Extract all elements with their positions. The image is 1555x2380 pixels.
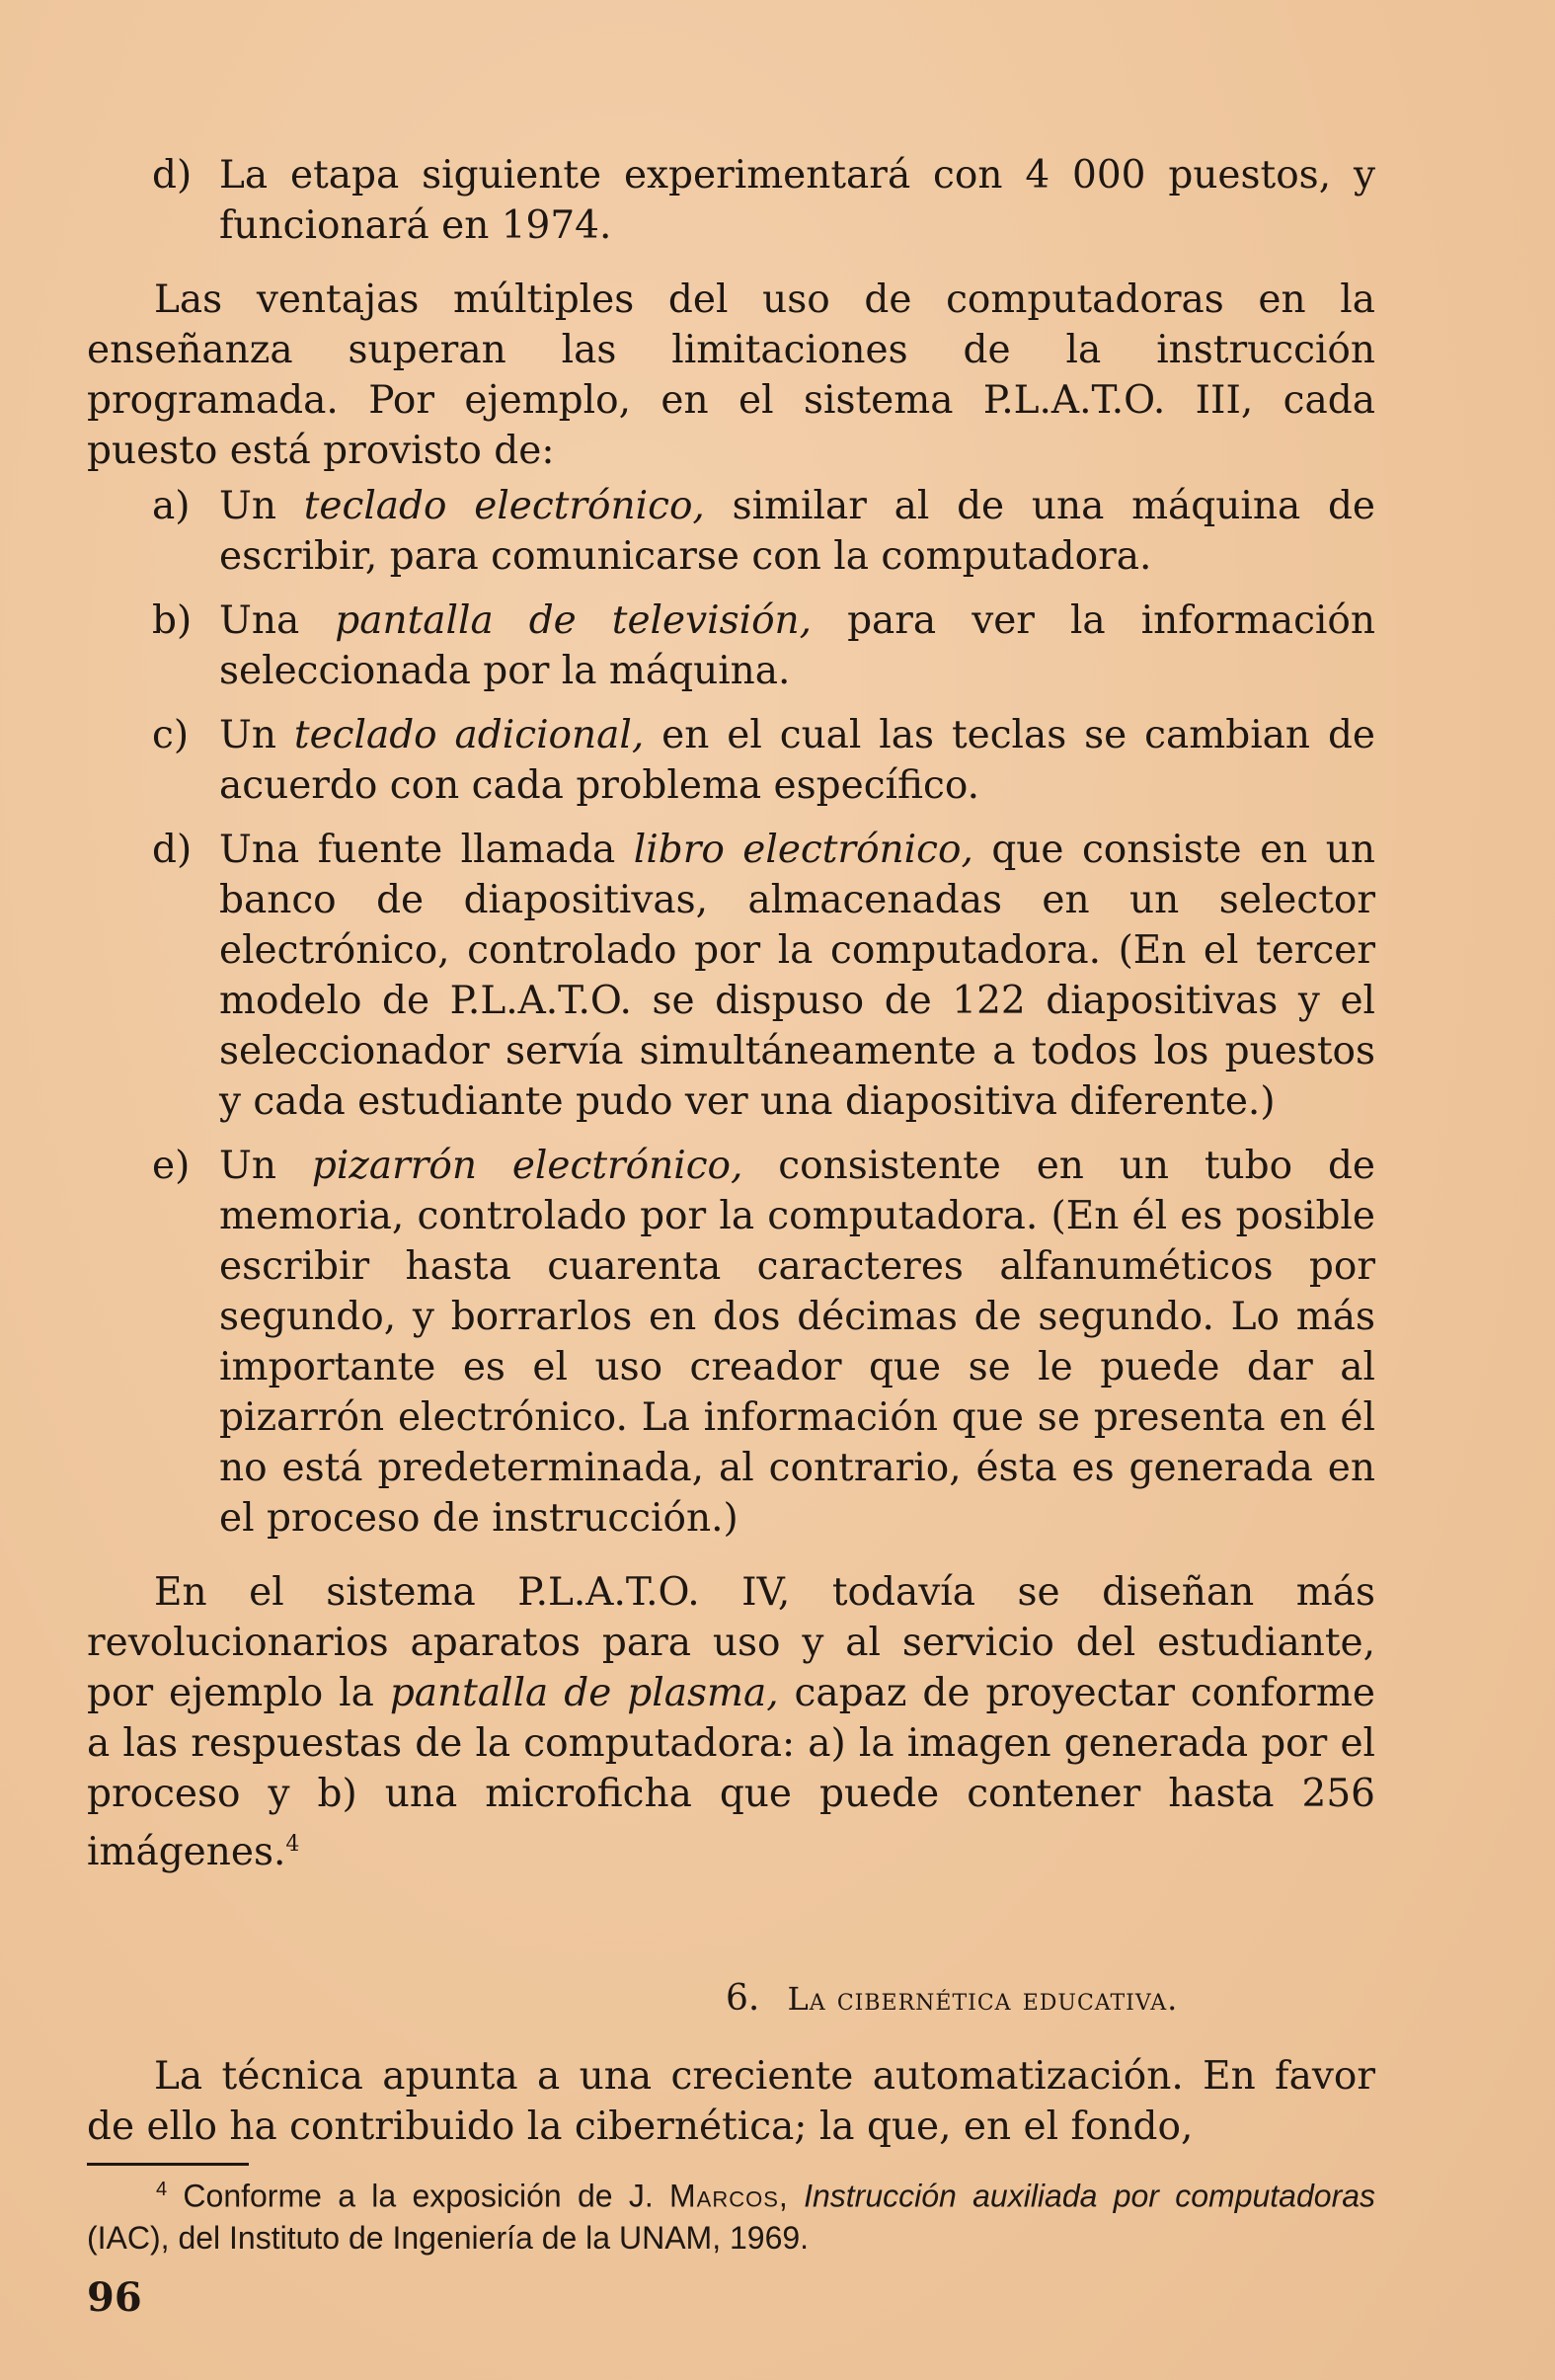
list-label: e): [152, 1144, 191, 1188]
list-label: d): [152, 828, 193, 872]
item-term: pantalla de televisión,: [335, 598, 813, 643]
list-item-c: [87, 710, 1375, 811]
footnote-divider: [87, 2163, 249, 2166]
item-text: Un: [219, 484, 304, 528]
footnote-mark: 4: [156, 2179, 168, 2200]
footnote: [87, 2169, 1375, 2259]
item-text: que consiste en un banco de diapositivas, almacenadas en un selector electrónico, controlado por la computadora. (En el tercer modelo de P.L.A.T.O. se dispuso de 122 diapositivas y el seleccionador servía simultáneamente a todos los puestos y cada estudiante pudo ver una diapositiva diferente.): [219, 828, 1375, 1124]
item-term: teclado electrónico,: [303, 484, 705, 528]
footnote-title: Instrucción auxiliada por computadoras: [804, 2178, 1376, 2214]
list-item-text: La etapa siguiente experimentará con 4 000 puestos, y funcionará en 1974.: [219, 153, 1375, 248]
item-text: Un: [219, 713, 294, 757]
paragraph-computer-advantages: Las ventajas múltiples del uso de computadoras en la enseñanza superan las limitaciones de la instrucción programada. Por ejemplo, en el sistema P.L.A.T.O. III, cada puesto está provisto de:: [87, 278, 1375, 473]
footnote-reference[interactable]: 4: [285, 1832, 300, 1857]
footnote-text: ,: [778, 2178, 805, 2214]
footnote-text: Conforme a la exposición de J.: [167, 2178, 669, 2214]
list-label: a): [152, 484, 191, 528]
list-label: c): [152, 713, 190, 757]
paragraph-cybernetics: La técnica apunta a una creciente automatización. En favor de ello ha contribuido la cibernética; la que, en el fondo,: [87, 2054, 1375, 2149]
section-heading: [726, 1978, 1178, 2019]
item-text: Una fuente llamada: [219, 828, 634, 872]
footnote-text: (IAC), del Instituto de Ingeniería de la UNAM, 1969.: [87, 2219, 810, 2256]
paragraph-term: pantalla de plasma,: [389, 1671, 779, 1715]
list-label: d): [152, 153, 193, 198]
list-label: b): [152, 598, 193, 643]
paragraph-text: En el sistema P.L.A.T.O. IV, todavía se diseñan más revolucionarios aparatos para uso y al servicio del estudiante, por ejemplo la: [87, 1570, 1375, 1715]
list-item-d-top: [87, 150, 1375, 251]
section-number: 6.: [726, 1978, 760, 2019]
body-text-top: [87, 150, 1375, 1877]
item-term: libro electrónico,: [633, 828, 973, 872]
item-text: Una: [219, 598, 336, 643]
item-text: para ver la información seleccionada por la máquina.: [219, 598, 1375, 693]
item-term: teclado adicional,: [293, 713, 645, 757]
list-item-b: [87, 595, 1375, 696]
item-text: en el cual las teclas se cambian de acuerdo con cada problema específico.: [219, 713, 1375, 808]
list-item-d: [87, 825, 1375, 1127]
list-item-e: [87, 1141, 1375, 1544]
list-item-a: [87, 481, 1375, 582]
footnote-author: Marcos: [669, 2178, 779, 2214]
paragraph-text: capaz de proyectar conforme a las respuestas de la computadora: a) la imagen generada por el proceso y b) una microficha que puede contener hasta 256 imágenes.: [87, 1671, 1375, 1874]
page-number: 96: [87, 2274, 142, 2321]
paragraph-plato-iv: [87, 1567, 1375, 1877]
item-text: Un: [219, 1144, 312, 1188]
item-text: similar al de una máquina de escribir, para comunicarse con la computadora.: [219, 484, 1376, 579]
item-term: pizarrón electrónico,: [311, 1144, 743, 1188]
item-text: consistente en un tubo de memoria, controlado por la computadora. (En él es posible escribir hasta cuarenta caracteres alfanuméticos por segundo, y borrarlos en dos décimas de segundo. Lo más importante es el uso creador que se le puede dar al pizarrón electrónico. La información que se presenta en él no está predeterminada, al contrario, ésta es generada en el proceso de instrucción.): [219, 1144, 1375, 1541]
section-title: La cibernética educativa.: [787, 1980, 1179, 2018]
device-list: [87, 481, 1375, 1544]
